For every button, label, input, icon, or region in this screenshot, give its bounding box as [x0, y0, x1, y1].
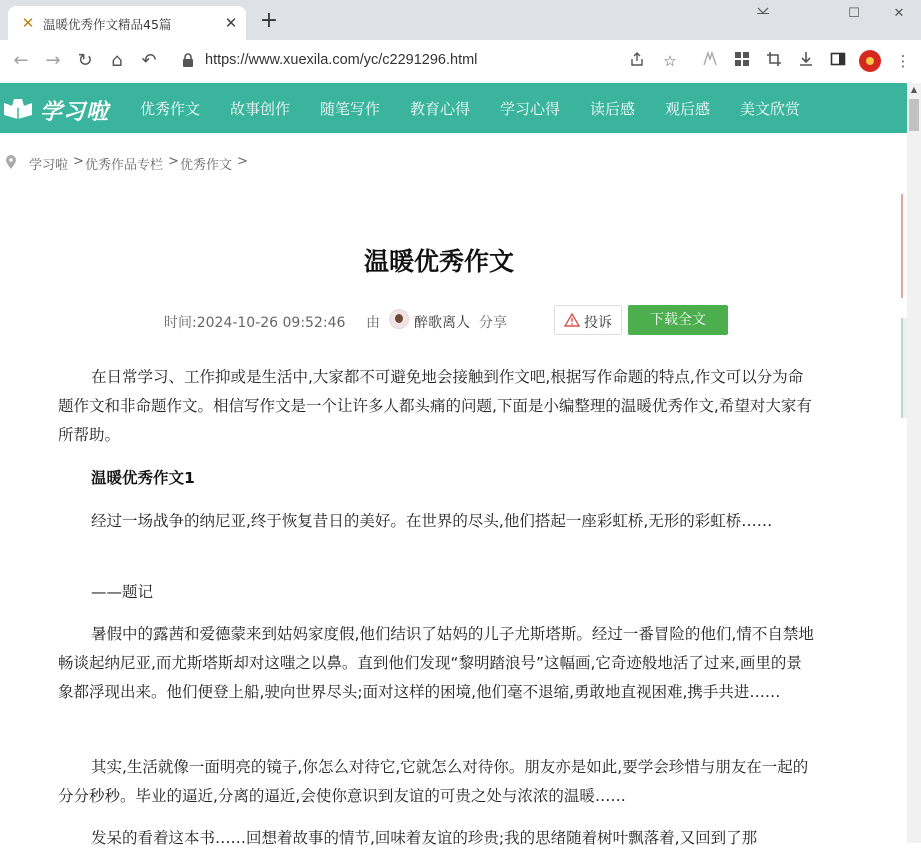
forward-icon[interactable]: →: [45, 50, 61, 71]
location-pin-icon: [6, 155, 16, 169]
complain-button[interactable]: [554, 305, 622, 335]
site-favicon-icon: ✕: [21, 14, 35, 32]
nav-item-suibi[interactable]: 随笔写作: [320, 100, 381, 118]
side-widget-top[interactable]: [901, 194, 907, 298]
page-scrollbar[interactable]: [907, 83, 921, 843]
warning-icon: [564, 313, 580, 327]
logo-text: 学习啦: [40, 100, 110, 125]
article-title: 温暖优秀作文: [363, 247, 514, 276]
lock-icon[interactable]: [182, 53, 196, 69]
undo-icon[interactable]: ↶: [141, 50, 157, 71]
nav-item-guanhougan[interactable]: 观后感: [665, 100, 711, 118]
download-icon[interactable]: [796, 51, 816, 71]
article-paragraph: 其实,生活就像一面明亮的镜子,你怎么对待它,它就怎么对待你。朋友亦是如此,要学会珍惜与朋友在一起的分分秒秒。毕业的逼近,分离的逼近,会使你意识到友谊的可贵之处与浓浓的温暖……: [58, 758, 809, 805]
site-nav-bar: [0, 83, 907, 133]
nav-item-jiaoyu[interactable]: 教育心得: [410, 100, 471, 118]
book-logo-icon: [2, 97, 34, 119]
reader-icon[interactable]: [700, 51, 720, 71]
nav-item-meiwen[interactable]: 美文欣赏: [740, 100, 801, 118]
scroll-up-icon[interactable]: ▲: [910, 85, 918, 94]
more-icon[interactable]: ⋮: [895, 52, 911, 70]
breadcrumb-category[interactable]: 优秀作文: [180, 158, 233, 173]
window-maximize-button[interactable]: ☐: [848, 6, 860, 21]
side-floating-widget[interactable]: [901, 194, 907, 444]
new-tab-button[interactable]: +: [259, 8, 279, 33]
tab-title: 温暖优秀作文精品45篇: [43, 17, 172, 32]
home-icon[interactable]: ⌂: [111, 50, 123, 71]
scroll-thumb[interactable]: [909, 99, 919, 131]
breadcrumb-separator: >: [73, 154, 84, 169]
breadcrumb-column[interactable]: 优秀作品专栏: [85, 158, 164, 173]
download-full-button[interactable]: 下载全文: [628, 305, 728, 335]
section-heading: 温暖优秀作文1: [91, 469, 195, 487]
url-text[interactable]: https://www.xuexila.com/yc/c2291296.html: [205, 52, 478, 68]
nav-item-duhougan[interactable]: 读后感: [590, 100, 636, 118]
side-widget-bottom[interactable]: [901, 318, 907, 418]
browser-tab[interactable]: [8, 6, 246, 40]
extensions-icon[interactable]: [732, 51, 752, 71]
author-avatar[interactable]: [389, 309, 409, 329]
by-label: 由: [366, 315, 380, 331]
breadcrumb-home[interactable]: 学习啦: [29, 158, 69, 173]
breadcrumb-separator: >: [168, 154, 179, 169]
publish-time: 时间:2024-10-26 09:52:46: [164, 315, 346, 331]
star-icon[interactable]: ☆: [663, 52, 677, 70]
back-icon[interactable]: ←: [13, 50, 29, 71]
article-paragraph: 暑假中的露茜和爱德蒙来到姑妈家度假,他们结识了姑妈的儿子尤斯塔斯。经过一番冒险的他们,情不自禁地畅谈起纳尼亚,而尤斯塔斯却对这嗤之以鼻。直到他们发现“黎明踏浪号”这幅画,它奇迹般地活了过来,画里的景象都浮现出来。他们便登上船,驶向世界尽头;面对这样的困境,他们毫不退缩,勇敢地直视困难,携手共进……: [58, 625, 814, 701]
browser-toolbar: [0, 40, 921, 84]
nav-item-xuexi[interactable]: 学习心得: [500, 100, 561, 118]
tab-strip: [0, 0, 921, 40]
article-paragraph: 发呆的看着这本书……回想着故事的情节,回味着友谊的珍贵;我的思绪随着树叶飘落着,又回到了那: [91, 829, 758, 847]
nav-item-gushi[interactable]: 故事创作: [230, 100, 291, 118]
share-label: 分享: [479, 315, 507, 331]
crop-icon[interactable]: [764, 51, 784, 71]
sidepanel-icon[interactable]: [828, 51, 848, 71]
window-minimize-button[interactable]: —: [756, 6, 770, 21]
nav-item-youxiu[interactable]: 优秀作文: [140, 100, 201, 118]
article-paragraph: 经过一场战争的纳尼亚,终于恢复昔日的美好。在世界的尽头,他们搭起一座彩虹桥,无形的彩虹桥……: [91, 512, 773, 530]
tab-close-icon[interactable]: ✕: [224, 14, 238, 32]
profile-avatar[interactable]: [859, 50, 881, 72]
address-bar[interactable]: [172, 46, 622, 76]
article-intro: 在日常学习、工作抑或是生活中,大家都不可避免地会接触到作文吧,根据写作命题的特点,作文可以分为命题作文和非命题作文。相信写作文是一个让许多人都头痛的问题,下面是小编整理的温暖优秀作文,希望对大家有所帮助。: [58, 368, 812, 444]
breadcrumb-separator: >: [237, 154, 248, 169]
window-close-button[interactable]: ✕: [893, 6, 905, 21]
article-paragraph: ——题记: [91, 583, 154, 601]
author-name[interactable]: 醉歌离人: [414, 315, 470, 331]
reload-icon[interactable]: ↻: [77, 50, 93, 71]
share-icon[interactable]: [627, 51, 647, 71]
complain-label: 投诉: [584, 315, 612, 331]
